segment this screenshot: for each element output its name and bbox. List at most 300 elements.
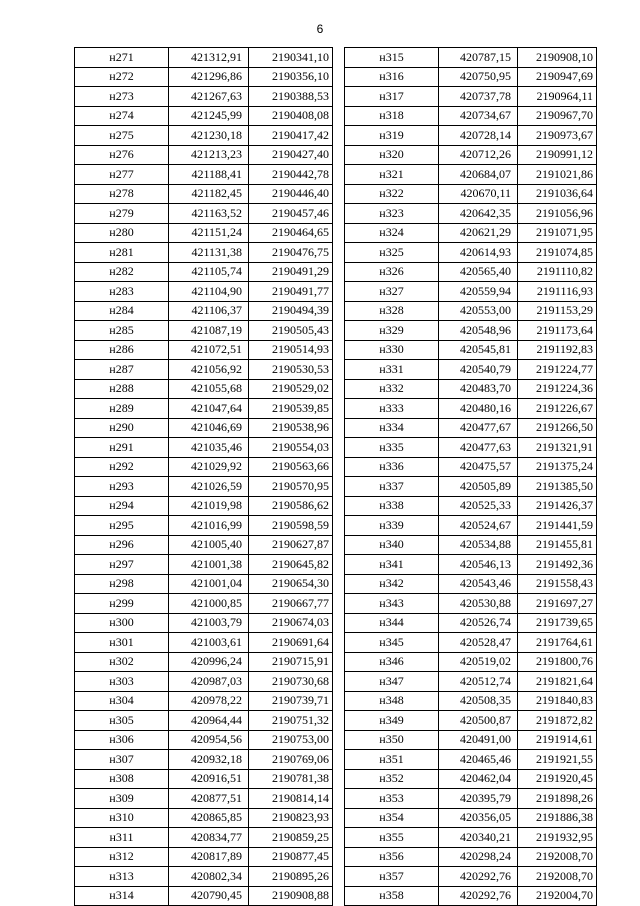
y-coordinate-cell: 2190457,46 xyxy=(249,204,333,224)
point-name-cell: н358 xyxy=(345,886,439,906)
table-row xyxy=(75,457,333,477)
y-coordinate-cell: 2192004,70 xyxy=(518,886,597,906)
point-name-cell: н283 xyxy=(75,282,169,302)
y-coordinate-cell: 2191426,37 xyxy=(518,496,597,516)
table-row xyxy=(345,769,597,789)
y-coordinate-cell: 2190991,12 xyxy=(518,145,597,165)
point-name-cell: н301 xyxy=(75,633,169,653)
y-coordinate-cell: 2192008,70 xyxy=(518,867,597,887)
y-coordinate-cell: 2191764,61 xyxy=(518,633,597,653)
x-coordinate-cell: 420996,24 xyxy=(169,652,249,672)
point-name-cell: н317 xyxy=(345,87,439,107)
x-coordinate-cell: 420932,18 xyxy=(169,750,249,770)
point-name-cell: н341 xyxy=(345,555,439,575)
y-coordinate-cell: 2191886,38 xyxy=(518,808,597,828)
table-row xyxy=(345,828,597,848)
y-coordinate-cell: 2190859,25 xyxy=(249,828,333,848)
table-row xyxy=(75,711,333,731)
x-coordinate-cell: 421245,99 xyxy=(169,106,249,126)
y-coordinate-cell: 2190341,10 xyxy=(249,48,333,68)
x-coordinate-cell: 420477,63 xyxy=(439,438,518,458)
x-coordinate-cell: 421296,86 xyxy=(169,67,249,87)
y-coordinate-cell: 2191036,64 xyxy=(518,184,597,204)
table-row xyxy=(345,886,597,906)
point-name-cell: н286 xyxy=(75,340,169,360)
table-row xyxy=(345,750,597,770)
y-coordinate-cell: 2191821,64 xyxy=(518,672,597,692)
point-name-cell: н356 xyxy=(345,847,439,867)
y-coordinate-cell: 2191872,82 xyxy=(518,711,597,731)
point-name-cell: н291 xyxy=(75,438,169,458)
point-name-cell: н299 xyxy=(75,594,169,614)
point-name-cell: н298 xyxy=(75,574,169,594)
point-name-cell: н284 xyxy=(75,301,169,321)
point-name-cell: н352 xyxy=(345,769,439,789)
x-coordinate-cell: 421188,41 xyxy=(169,165,249,185)
table-row xyxy=(345,340,597,360)
point-name-cell: н355 xyxy=(345,828,439,848)
point-name-cell: н308 xyxy=(75,769,169,789)
x-coordinate-cell: 421105,74 xyxy=(169,262,249,282)
x-coordinate-cell: 420865,85 xyxy=(169,808,249,828)
point-name-cell: н330 xyxy=(345,340,439,360)
point-name-cell: н292 xyxy=(75,457,169,477)
table-row xyxy=(345,711,597,731)
y-coordinate-cell: 2190491,29 xyxy=(249,262,333,282)
x-coordinate-cell: 420978,22 xyxy=(169,691,249,711)
table-row xyxy=(345,730,597,750)
table-row xyxy=(75,828,333,848)
table-row xyxy=(345,438,597,458)
y-coordinate-cell: 2191153,29 xyxy=(518,301,597,321)
x-coordinate-cell: 420545,81 xyxy=(439,340,518,360)
point-name-cell: н302 xyxy=(75,652,169,672)
point-name-cell: н336 xyxy=(345,457,439,477)
table-row xyxy=(345,652,597,672)
y-coordinate-cell: 2190967,70 xyxy=(518,106,597,126)
table-row xyxy=(345,594,597,614)
y-coordinate-cell: 2191739,65 xyxy=(518,613,597,633)
y-coordinate-cell: 2190476,75 xyxy=(249,243,333,263)
table-row xyxy=(75,496,333,516)
point-name-cell: н274 xyxy=(75,106,169,126)
x-coordinate-cell: 420684,07 xyxy=(439,165,518,185)
x-coordinate-cell: 420559,94 xyxy=(439,282,518,302)
table-row xyxy=(75,535,333,555)
point-name-cell: н289 xyxy=(75,399,169,419)
x-coordinate-cell: 420528,47 xyxy=(439,633,518,653)
table-row xyxy=(345,555,597,575)
y-coordinate-cell: 2190427,40 xyxy=(249,145,333,165)
point-name-cell: н310 xyxy=(75,808,169,828)
point-name-cell: н313 xyxy=(75,867,169,887)
table-row xyxy=(75,399,333,419)
y-coordinate-cell: 2190491,77 xyxy=(249,282,333,302)
y-coordinate-cell: 2191224,77 xyxy=(518,360,597,380)
point-name-cell: н323 xyxy=(345,204,439,224)
point-name-cell: н309 xyxy=(75,789,169,809)
x-coordinate-cell: 420787,15 xyxy=(439,48,518,68)
x-coordinate-cell: 421003,79 xyxy=(169,613,249,633)
x-coordinate-cell: 421005,40 xyxy=(169,535,249,555)
table-row xyxy=(345,808,597,828)
y-coordinate-cell: 2191697,27 xyxy=(518,594,597,614)
table-row xyxy=(75,223,333,243)
table-row xyxy=(345,535,597,555)
point-name-cell: н346 xyxy=(345,652,439,672)
x-coordinate-cell: 420642,35 xyxy=(439,204,518,224)
coordinates-table-left xyxy=(74,47,333,906)
x-coordinate-cell: 420491,00 xyxy=(439,730,518,750)
point-name-cell: н306 xyxy=(75,730,169,750)
x-coordinate-cell: 420817,89 xyxy=(169,847,249,867)
y-coordinate-cell: 2191441,59 xyxy=(518,516,597,536)
x-coordinate-cell: 420546,13 xyxy=(439,555,518,575)
y-coordinate-cell: 2191914,61 xyxy=(518,730,597,750)
x-coordinate-cell: 420530,88 xyxy=(439,594,518,614)
x-coordinate-cell: 421230,18 xyxy=(169,126,249,146)
table-row xyxy=(345,87,597,107)
y-coordinate-cell: 2191056,96 xyxy=(518,204,597,224)
point-name-cell: н328 xyxy=(345,301,439,321)
y-coordinate-cell: 2191932,95 xyxy=(518,828,597,848)
y-coordinate-cell: 2191558,43 xyxy=(518,574,597,594)
y-coordinate-cell: 2190730,68 xyxy=(249,672,333,692)
table-row xyxy=(345,399,597,419)
point-name-cell: н325 xyxy=(345,243,439,263)
table-row xyxy=(75,243,333,263)
y-coordinate-cell: 2191921,55 xyxy=(518,750,597,770)
point-name-cell: н350 xyxy=(345,730,439,750)
point-name-cell: н285 xyxy=(75,321,169,341)
point-name-cell: н345 xyxy=(345,633,439,653)
y-coordinate-cell: 2190570,95 xyxy=(249,477,333,497)
y-coordinate-cell: 2190823,93 xyxy=(249,808,333,828)
x-coordinate-cell: 421267,63 xyxy=(169,87,249,107)
y-coordinate-cell: 2190442,78 xyxy=(249,165,333,185)
x-coordinate-cell: 421056,92 xyxy=(169,360,249,380)
y-coordinate-cell: 2191192,83 xyxy=(518,340,597,360)
x-coordinate-cell: 420465,46 xyxy=(439,750,518,770)
y-coordinate-cell: 2191800,76 xyxy=(518,652,597,672)
table-row xyxy=(345,418,597,438)
y-coordinate-cell: 2190417,42 xyxy=(249,126,333,146)
y-coordinate-cell: 2191224,36 xyxy=(518,379,597,399)
point-name-cell: н272 xyxy=(75,67,169,87)
table-row xyxy=(75,106,333,126)
x-coordinate-cell: 420877,51 xyxy=(169,789,249,809)
x-coordinate-cell: 420734,67 xyxy=(439,106,518,126)
x-coordinate-cell: 421046,69 xyxy=(169,418,249,438)
table-row xyxy=(75,379,333,399)
table-row xyxy=(75,886,333,906)
table-row xyxy=(345,847,597,867)
table-row xyxy=(75,574,333,594)
y-coordinate-cell: 2190388,53 xyxy=(249,87,333,107)
point-name-cell: н347 xyxy=(345,672,439,692)
x-coordinate-cell: 420548,96 xyxy=(439,321,518,341)
x-coordinate-cell: 420540,79 xyxy=(439,360,518,380)
x-coordinate-cell: 421106,37 xyxy=(169,301,249,321)
y-coordinate-cell: 2190514,93 xyxy=(249,340,333,360)
y-coordinate-cell: 2190674,03 xyxy=(249,613,333,633)
point-name-cell: н281 xyxy=(75,243,169,263)
x-coordinate-cell: 420526,74 xyxy=(439,613,518,633)
point-name-cell: н322 xyxy=(345,184,439,204)
y-coordinate-cell: 2190356,10 xyxy=(249,67,333,87)
point-name-cell: н296 xyxy=(75,535,169,555)
point-name-cell: н273 xyxy=(75,87,169,107)
point-name-cell: н319 xyxy=(345,126,439,146)
point-name-cell: н315 xyxy=(345,48,439,68)
table-row xyxy=(75,282,333,302)
x-coordinate-cell: 421001,38 xyxy=(169,555,249,575)
point-name-cell: н305 xyxy=(75,711,169,731)
point-name-cell: н278 xyxy=(75,184,169,204)
table-row xyxy=(75,594,333,614)
x-coordinate-cell: 420483,70 xyxy=(439,379,518,399)
table-row xyxy=(345,867,597,887)
y-coordinate-cell: 2190586,62 xyxy=(249,496,333,516)
point-name-cell: н348 xyxy=(345,691,439,711)
x-coordinate-cell: 420553,00 xyxy=(439,301,518,321)
point-name-cell: н353 xyxy=(345,789,439,809)
point-name-cell: н280 xyxy=(75,223,169,243)
table-row xyxy=(75,204,333,224)
table-row xyxy=(75,730,333,750)
point-name-cell: н316 xyxy=(345,67,439,87)
y-coordinate-cell: 2190715,91 xyxy=(249,652,333,672)
y-coordinate-cell: 2190739,71 xyxy=(249,691,333,711)
y-coordinate-cell: 2190753,00 xyxy=(249,730,333,750)
x-coordinate-cell: 421312,91 xyxy=(169,48,249,68)
point-name-cell: н293 xyxy=(75,477,169,497)
table-row xyxy=(345,516,597,536)
table-row xyxy=(345,691,597,711)
table-row xyxy=(75,477,333,497)
y-coordinate-cell: 2190654,30 xyxy=(249,574,333,594)
point-name-cell: н344 xyxy=(345,613,439,633)
table-row xyxy=(75,691,333,711)
x-coordinate-cell: 420543,46 xyxy=(439,574,518,594)
table-row xyxy=(75,867,333,887)
x-coordinate-cell: 420477,67 xyxy=(439,418,518,438)
x-coordinate-cell: 421131,38 xyxy=(169,243,249,263)
y-coordinate-cell: 2191071,95 xyxy=(518,223,597,243)
x-coordinate-cell: 420340,21 xyxy=(439,828,518,848)
point-name-cell: н331 xyxy=(345,360,439,380)
point-name-cell: н340 xyxy=(345,535,439,555)
table-row xyxy=(75,672,333,692)
table-row xyxy=(75,789,333,809)
point-name-cell: н312 xyxy=(75,847,169,867)
y-coordinate-cell: 2191226,67 xyxy=(518,399,597,419)
table-row xyxy=(75,418,333,438)
y-coordinate-cell: 2191021,86 xyxy=(518,165,597,185)
point-name-cell: н290 xyxy=(75,418,169,438)
y-coordinate-cell: 2191110,82 xyxy=(518,262,597,282)
point-name-cell: н294 xyxy=(75,496,169,516)
table-row xyxy=(75,808,333,828)
point-name-cell: н338 xyxy=(345,496,439,516)
x-coordinate-cell: 420802,34 xyxy=(169,867,249,887)
coordinates-table-left-body xyxy=(75,48,333,906)
x-coordinate-cell: 420534,88 xyxy=(439,535,518,555)
y-coordinate-cell: 2190691,64 xyxy=(249,633,333,653)
table-row xyxy=(345,67,597,87)
y-coordinate-cell: 2191116,93 xyxy=(518,282,597,302)
table-row xyxy=(75,516,333,536)
x-coordinate-cell: 420964,44 xyxy=(169,711,249,731)
table-row xyxy=(75,340,333,360)
point-name-cell: н307 xyxy=(75,750,169,770)
y-coordinate-cell: 2190645,82 xyxy=(249,555,333,575)
table-row xyxy=(345,574,597,594)
x-coordinate-cell: 421087,19 xyxy=(169,321,249,341)
y-coordinate-cell: 2190554,03 xyxy=(249,438,333,458)
x-coordinate-cell: 420916,51 xyxy=(169,769,249,789)
y-coordinate-cell: 2190781,38 xyxy=(249,769,333,789)
table-row xyxy=(345,457,597,477)
table-row xyxy=(75,262,333,282)
point-name-cell: н357 xyxy=(345,867,439,887)
point-name-cell: н303 xyxy=(75,672,169,692)
table-row xyxy=(345,165,597,185)
y-coordinate-cell: 2190538,96 xyxy=(249,418,333,438)
y-coordinate-cell: 2190563,66 xyxy=(249,457,333,477)
x-coordinate-cell: 421026,59 xyxy=(169,477,249,497)
point-name-cell: н334 xyxy=(345,418,439,438)
table-row xyxy=(345,672,597,692)
x-coordinate-cell: 421072,51 xyxy=(169,340,249,360)
x-coordinate-cell: 420525,33 xyxy=(439,496,518,516)
table-row xyxy=(345,613,597,633)
y-coordinate-cell: 2190529,02 xyxy=(249,379,333,399)
point-name-cell: н332 xyxy=(345,379,439,399)
x-coordinate-cell: 420512,74 xyxy=(439,672,518,692)
x-coordinate-cell: 420987,03 xyxy=(169,672,249,692)
point-name-cell: н329 xyxy=(345,321,439,341)
x-coordinate-cell: 420500,87 xyxy=(439,711,518,731)
y-coordinate-cell: 2190494,39 xyxy=(249,301,333,321)
table-row xyxy=(75,321,333,341)
x-coordinate-cell: 421035,46 xyxy=(169,438,249,458)
x-coordinate-cell: 420508,35 xyxy=(439,691,518,711)
point-name-cell: н354 xyxy=(345,808,439,828)
y-coordinate-cell: 2191898,26 xyxy=(518,789,597,809)
table-row xyxy=(345,262,597,282)
table-row xyxy=(75,652,333,672)
y-coordinate-cell: 2190973,67 xyxy=(518,126,597,146)
x-coordinate-cell: 420614,93 xyxy=(439,243,518,263)
y-coordinate-cell: 2191385,50 xyxy=(518,477,597,497)
y-coordinate-cell: 2190598,59 xyxy=(249,516,333,536)
y-coordinate-cell: 2192008,70 xyxy=(518,847,597,867)
table-row xyxy=(345,223,597,243)
table-row xyxy=(75,301,333,321)
x-coordinate-cell: 421016,99 xyxy=(169,516,249,536)
point-name-cell: н333 xyxy=(345,399,439,419)
table-row xyxy=(75,165,333,185)
x-coordinate-cell: 420475,57 xyxy=(439,457,518,477)
x-coordinate-cell: 421000,85 xyxy=(169,594,249,614)
y-coordinate-cell: 2190877,45 xyxy=(249,847,333,867)
y-coordinate-cell: 2190908,88 xyxy=(249,886,333,906)
x-coordinate-cell: 420834,77 xyxy=(169,828,249,848)
x-coordinate-cell: 421047,64 xyxy=(169,399,249,419)
point-name-cell: н351 xyxy=(345,750,439,770)
coordinates-table-right-body xyxy=(345,48,597,906)
x-coordinate-cell: 420737,78 xyxy=(439,87,518,107)
point-name-cell: н297 xyxy=(75,555,169,575)
table-row xyxy=(345,496,597,516)
x-coordinate-cell: 420462,04 xyxy=(439,769,518,789)
y-coordinate-cell: 2191266,50 xyxy=(518,418,597,438)
table-row xyxy=(75,438,333,458)
point-name-cell: н279 xyxy=(75,204,169,224)
y-coordinate-cell: 2191920,45 xyxy=(518,769,597,789)
x-coordinate-cell: 421213,23 xyxy=(169,145,249,165)
table-row xyxy=(75,48,333,68)
y-coordinate-cell: 2190964,11 xyxy=(518,87,597,107)
point-name-cell: н311 xyxy=(75,828,169,848)
y-coordinate-cell: 2190751,32 xyxy=(249,711,333,731)
table-row xyxy=(345,126,597,146)
point-name-cell: н342 xyxy=(345,574,439,594)
x-coordinate-cell: 420621,29 xyxy=(439,223,518,243)
table-row xyxy=(75,769,333,789)
x-coordinate-cell: 420395,79 xyxy=(439,789,518,809)
point-name-cell: н318 xyxy=(345,106,439,126)
x-coordinate-cell: 420790,45 xyxy=(169,886,249,906)
table-row xyxy=(75,87,333,107)
y-coordinate-cell: 2190446,40 xyxy=(249,184,333,204)
x-coordinate-cell: 420750,95 xyxy=(439,67,518,87)
table-row xyxy=(75,613,333,633)
x-coordinate-cell: 420519,02 xyxy=(439,652,518,672)
y-coordinate-cell: 2190895,26 xyxy=(249,867,333,887)
page-number: 6 xyxy=(316,22,324,36)
y-coordinate-cell: 2190908,10 xyxy=(518,48,597,68)
table-row xyxy=(345,145,597,165)
x-coordinate-cell: 421151,24 xyxy=(169,223,249,243)
point-name-cell: н326 xyxy=(345,262,439,282)
table-row xyxy=(345,321,597,341)
x-coordinate-cell: 420356,05 xyxy=(439,808,518,828)
x-coordinate-cell: 421029,92 xyxy=(169,457,249,477)
x-coordinate-cell: 420670,11 xyxy=(439,184,518,204)
point-name-cell: н349 xyxy=(345,711,439,731)
x-coordinate-cell: 420954,56 xyxy=(169,730,249,750)
table-row xyxy=(345,360,597,380)
y-coordinate-cell: 2191173,64 xyxy=(518,321,597,341)
table-row xyxy=(75,184,333,204)
x-coordinate-cell: 421163,52 xyxy=(169,204,249,224)
x-coordinate-cell: 420728,14 xyxy=(439,126,518,146)
table-row xyxy=(75,633,333,653)
table-row xyxy=(75,360,333,380)
y-coordinate-cell: 2190667,77 xyxy=(249,594,333,614)
point-name-cell: н287 xyxy=(75,360,169,380)
point-name-cell: н276 xyxy=(75,145,169,165)
point-name-cell: н300 xyxy=(75,613,169,633)
table-row xyxy=(345,204,597,224)
x-coordinate-cell: 420524,67 xyxy=(439,516,518,536)
y-coordinate-cell: 2190505,43 xyxy=(249,321,333,341)
y-coordinate-cell: 2190464,65 xyxy=(249,223,333,243)
point-name-cell: н335 xyxy=(345,438,439,458)
y-coordinate-cell: 2191840,83 xyxy=(518,691,597,711)
